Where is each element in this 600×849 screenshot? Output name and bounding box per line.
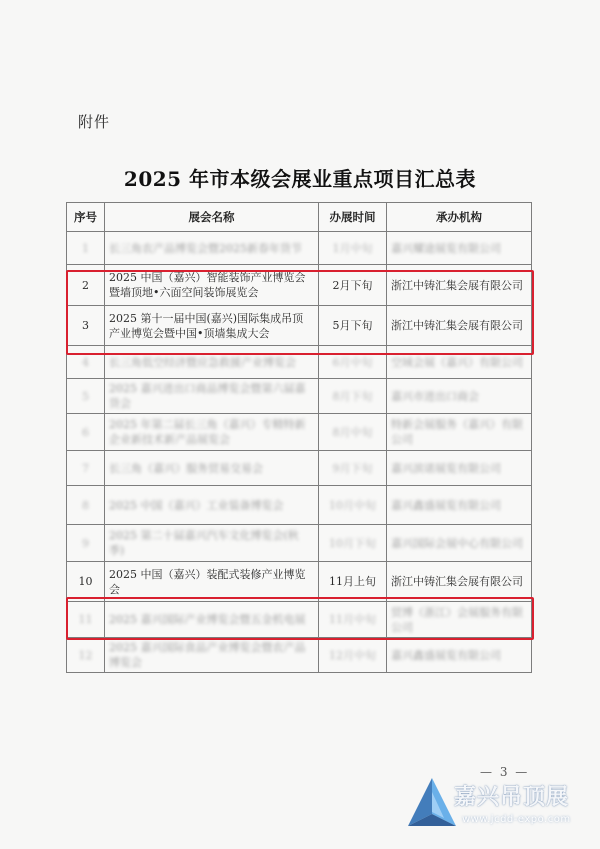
table-row [67, 525, 532, 562]
row-time: 5月下旬 [319, 306, 387, 346]
table-row [67, 232, 532, 265]
row-time: 1月中旬 [319, 232, 387, 265]
row-exhibition-name: 2025 嘉兴国际产业博览会暨五金机电展 [105, 602, 319, 638]
table-row [67, 562, 532, 602]
row-time: 2月下旬 [319, 265, 387, 306]
row-number: 10 [67, 562, 105, 602]
row-number: 4 [67, 346, 105, 379]
row-time: 11月上旬 [319, 562, 387, 602]
watermark-url: www.jcdd-expo.com [462, 814, 571, 825]
row-time: 11月中旬 [319, 602, 387, 638]
row-exhibition-name: 2025 中国（嘉兴）智能装饰产业博览会暨墙顶地•六面空间装饰展览会 [105, 265, 319, 306]
row-organizer: 嘉兴滨诺展览有限公司 [387, 451, 532, 486]
column-header-organizer: 承办机构 [387, 203, 532, 232]
row-number: 7 [67, 451, 105, 486]
column-header-exhibition-name: 展会名称 [105, 203, 319, 232]
watermark-logo-icon [402, 774, 462, 834]
row-time: 8月中旬 [319, 414, 387, 451]
row-exhibition-name: 长三角低空经济暨应急救援产业博览会 [105, 346, 319, 379]
row-number: 12 [67, 638, 105, 673]
row-time: 10月下旬 [319, 525, 387, 562]
table-header-row [67, 203, 532, 232]
row-organizer: 浙江中铸汇集会展有限公司 [387, 306, 532, 346]
row-time: 8月下旬 [319, 379, 387, 414]
column-header-time: 办展时间 [319, 203, 387, 232]
row-organizer: 浙江中铸汇集会展有限公司 [387, 562, 532, 602]
table-body [67, 232, 532, 673]
table-row [67, 451, 532, 486]
watermark-name: 嘉兴吊顶展 [454, 785, 570, 810]
row-organizer: 特新会展服务（嘉兴）有限公司 [387, 414, 532, 451]
row-organizer: 嘉兴耀途展览有限公司 [387, 232, 532, 265]
document-title: 2025 年市本级会展业重点项目汇总表 [123, 167, 477, 191]
column-header-number: 序号 [67, 203, 105, 232]
row-exhibition-name: 2025 年第二届长三角（嘉兴）专精特新企业新技术新产品展览会 [105, 414, 319, 451]
row-organizer: 嘉兴市进出口商会 [387, 379, 532, 414]
row-number: 11 [67, 602, 105, 638]
row-number: 9 [67, 525, 105, 562]
row-exhibition-name: 长三角农产品博览会暨2025新春年货节 [105, 232, 319, 265]
row-organizer: 嘉兴鑫盛展览有限公司 [387, 486, 532, 525]
row-organizer: 嘉兴国际会展中心有限公司 [387, 525, 532, 562]
row-time: 6月中旬 [319, 346, 387, 379]
row-organizer: 嘉兴鑫盛展览有限公司 [387, 638, 532, 673]
page-number: — 3 — [480, 765, 530, 779]
row-exhibition-name: 2025 嘉兴国际食品产业博览会暨农产品博览会 [105, 638, 319, 673]
row-number: 8 [67, 486, 105, 525]
table-row [67, 306, 532, 346]
table-row [67, 414, 532, 451]
exhibition-summary-table [66, 202, 532, 673]
row-exhibition-name: 2025 嘉兴进出口商品博览会暨第六届嘉货会 [105, 379, 319, 414]
row-exhibition-name: 长三角（嘉兴）服务贸易交易会 [105, 451, 319, 486]
watermark [402, 772, 592, 842]
row-number: 6 [67, 414, 105, 451]
row-time: 9月下旬 [319, 451, 387, 486]
table-row [67, 265, 532, 306]
table-row [67, 602, 532, 638]
row-time: 10月中旬 [319, 486, 387, 525]
table-row [67, 638, 532, 673]
row-number: 5 [67, 379, 105, 414]
row-time: 12月中旬 [319, 638, 387, 673]
row-organizer: 空域会展（嘉兴）有限公司 [387, 346, 532, 379]
attachment-label: 附件 [78, 113, 111, 131]
row-exhibition-name: 2025 第十一届中国(嘉兴)国际集成吊顶产业博览会暨中国•顶墙集成大会 [105, 306, 319, 346]
table-row [67, 379, 532, 414]
row-number: 3 [67, 306, 105, 346]
row-organizer: 贸博（浙江）会展服务有限公司 [387, 602, 532, 638]
table-row [67, 486, 532, 525]
row-exhibition-name: 2025 中国（嘉兴）装配式装修产业博览会 [105, 562, 319, 602]
row-number: 1 [67, 232, 105, 265]
table-row [67, 346, 532, 379]
row-exhibition-name: 2025 中国（嘉兴）工业装备博览会 [105, 486, 319, 525]
row-number: 2 [67, 265, 105, 306]
row-organizer: 浙江中铸汇集会展有限公司 [387, 265, 532, 306]
row-exhibition-name: 2025 第二十届嘉兴汽车文化博览会(秋季) [105, 525, 319, 562]
